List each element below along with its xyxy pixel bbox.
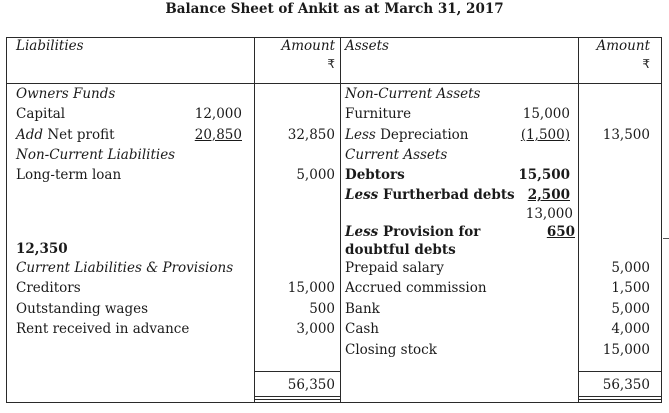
owners-funds-heading: Owners Funds [16,86,116,102]
liabilities-header: Liabilities [16,38,84,54]
total-rule [254,371,340,372]
capital-value: 12,000 [194,106,242,122]
outstanding-wages-label: Outstanding wages [16,301,149,317]
total-rule [254,396,340,397]
assets-header: Assets [345,38,389,54]
cash-label: Cash [345,321,380,337]
long-term-loan-label: Long-term loan [16,167,122,183]
debtors-subtotal: 13,000 [525,206,573,222]
furniture-net-value: 13,500 [602,127,650,143]
provision-row [345,224,480,240]
less-label: Less [345,127,376,143]
rupee-icon: ₹ [327,57,335,71]
debtors-label: Debtors [345,167,405,183]
furniture-value: 15,000 [522,106,570,122]
accrued-commission-value: 1,500 [611,280,650,296]
furniture-label: Furniture [345,106,412,122]
closing-stock-label: Closing stock [345,342,437,358]
page-title: Balance Sheet of Ankit as at March 31, 2017 [165,1,504,17]
further-bad-debts-label: Furtherbad debts [378,187,515,203]
assets-total: 56,350 [602,377,650,393]
prepaid-salary-value: 5,000 [611,260,650,276]
bank-value: 5,000 [611,301,650,317]
depreciation-value: (1,500) [520,127,570,143]
non-current-assets-heading: Non-Current Assets [345,86,481,102]
debtors-value: 15,500 [518,167,570,183]
current-liabilities-heading: Current Liabilities & Provisions [16,260,234,276]
column-divider [254,37,255,403]
outstanding-wages-value: 500 [309,301,335,317]
total-rule [254,399,340,400]
less-label: Less [345,187,379,203]
rent-value: 3,000 [296,321,335,337]
total-rule [578,396,662,397]
net-profit-value: 20,850 [194,127,242,143]
owners-funds-total: 32,850 [287,127,335,143]
rent-label: Rent received in advance [16,321,190,337]
provision-label-line-2: doubtful debts [345,242,456,258]
creditors-label: Creditors [16,280,81,296]
current-assets-heading: Current Assets [345,147,448,163]
total-rule [578,371,662,372]
add-label: Add [16,127,44,143]
less-label: Less [345,224,379,240]
provision-value: 650 [546,224,575,240]
header-divider [6,83,662,84]
cash-value: 4,000 [611,321,650,337]
amount-header: Amount [596,38,650,54]
further-bad-debts-value: 2,500 [527,187,570,203]
liabilities-total: 56,350 [287,377,335,393]
column-divider [340,37,341,403]
further-bad-debts-row [345,187,515,203]
net-profit-row [16,127,115,143]
non-current-liabilities-heading: Non-Current Liabilities [16,147,176,163]
closing-stock-value: 15,000 [602,342,650,358]
accrued-commission-label: Accrued commission [345,280,487,296]
creditors-value: 15,000 [287,280,335,296]
net-profit-label: Net profit [43,127,115,143]
stray-value: 12,350 [16,241,68,257]
column-divider [578,37,579,403]
prepaid-salary-label: Prepaid salary [345,260,444,276]
depreciation-row [345,127,469,143]
long-term-loan-value: 5,000 [296,167,335,183]
total-rule [578,399,662,400]
margin-mark [663,238,669,239]
capital-label: Capital [16,106,66,122]
bank-label: Bank [345,301,380,317]
depreciation-label: Depreciation [375,127,469,143]
rupee-icon: ₹ [642,57,650,71]
provision-label: Provision for [378,224,481,240]
amount-header: Amount [281,38,335,54]
